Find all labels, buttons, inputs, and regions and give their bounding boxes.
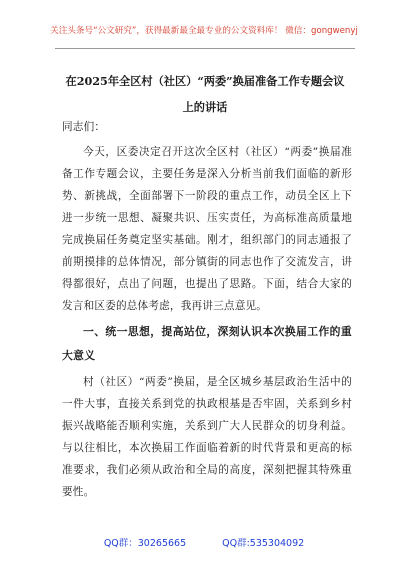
paragraph-1: 今天，区委决定召开这次全区村（社区）“两委”换届准备工作专题会议，主要任务是深入分析当前我们面临的新形势、新挑战，全面部署下一阶段的重点工作，动员全区上下进一步统一思想、凝聚共识、压实责任，为高标准高质量地完成换届任务奠定坚实基础。刚才，组织部门的同志通报了前期摸排的总体情况，部分镇街的同志也作了交流发言，讲得都很好，点出了问题，也提出了思路。下面，结合大家的发言和区委的总体考虑，我再讲三点意见。 <box>62 146 352 312</box>
section-heading-1: 一、统一思想，提高站位，深刻认识本次换届工作的重大意义 <box>62 325 352 362</box>
paragraph-2: 村（社区）“两委”换届，是全区城乡基层政治生活中的一件大事，直接关系到党的执政根基是否牢固，关系到乡村振兴战略能否顺利实施，关系到广大人民群众的切身利益。与以往相比，本次换届工作面临着新的时代背景和更高的标准要求，我们必须从政治和全局的高度，深刻把握其特殊重要性。 <box>62 376 352 498</box>
header-divider <box>55 48 355 49</box>
footer-contacts <box>0 535 408 549</box>
salutation: 同志们： <box>62 121 106 133</box>
footer-qq-group-1: QQ群：30265665 <box>103 538 187 549</box>
document-title: 在2025年全区村（社区）“两委”换届准备工作专题会议上的讲话 <box>65 74 345 114</box>
header-promo-text: 关注头条号“公文研究”，获得最新最全最专业的公文资料库！ 微信：gongwenyj <box>50 26 358 36</box>
footer-qq-group-2: QQ群:535304092 <box>222 538 305 549</box>
